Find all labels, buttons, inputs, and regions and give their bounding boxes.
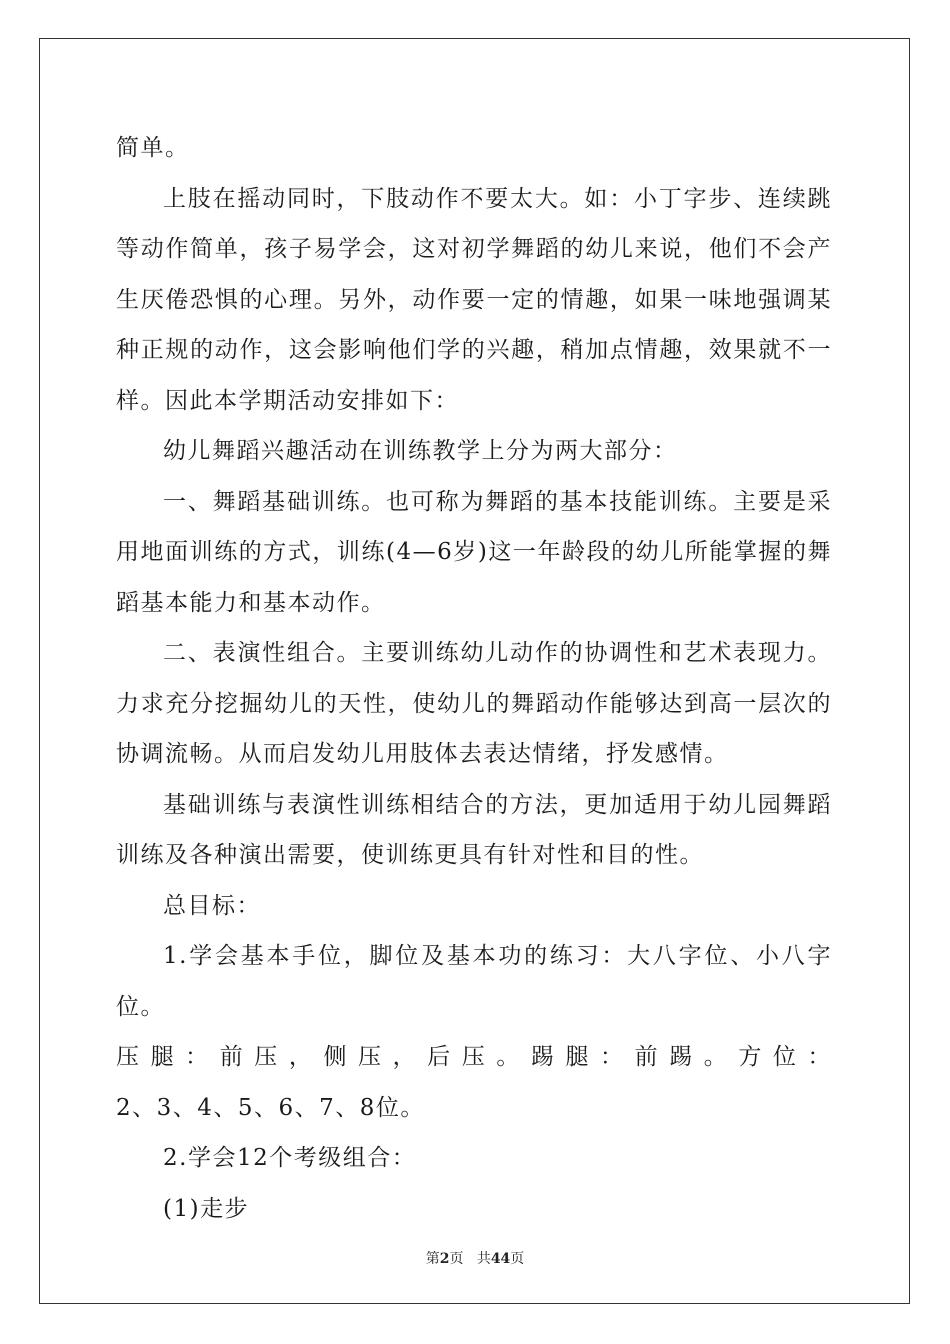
paragraph: 基础训练与表演性训练相结合的方法，更加适用于幼儿园舞蹈训练及各种演出需要，使训练更具有针对性和目的性。	[116, 791, 832, 868]
paragraph: 总目标：	[163, 892, 261, 919]
total-page-count: 44	[490, 1251, 511, 1267]
document-body	[116, 123, 832, 1234]
footer-total-unit: 页	[510, 1251, 525, 1267]
paragraph: 2.学会12个考级组合：	[163, 1145, 417, 1171]
paragraph: 一、舞蹈基础训练。也可称为舞蹈的基本技能训练。主要是采用地面训练的方式，训练(4—6岁)这一年龄段的幼儿所能掌握的舞蹈基本能力和基本动作。	[116, 488, 832, 616]
paragraph: 二、表演性组合。主要训练幼儿动作的协调性和艺术表现力。力求充分挖掘幼儿的天性，使幼儿的舞蹈动作能够达到高一层次的协调流畅。从而启发幼儿用肢体去表达情绪，抒发感情。	[116, 640, 832, 767]
paragraph-line: 1.学会基本手位，脚位及基本功的练习：大八字位、小八字位。	[116, 943, 832, 1020]
page-footer	[0, 1248, 950, 1268]
paragraph-line-spread: 压腿：前压，侧压，后压。踢腿：前踢。方位：	[116, 1044, 832, 1070]
footer-page-unit: 页	[449, 1251, 464, 1267]
footer-total-prefix: 共	[476, 1251, 491, 1267]
paragraph: 上肢在摇动同时，下肢动作不要太大。如：小丁字步、连续跳等动作简单，孩子易学会，这对初学舞蹈的幼儿来说，他们不会产生厌倦恐惧的心理。另外，动作要一定的情趣，如果一味地强调某种正规的动作，这会影响他们学的兴趣，稍加点情趣，效果就不一样。因此本学期活动安排如下：	[116, 185, 832, 414]
paragraph: 简单。	[116, 135, 190, 161]
paragraph: (1)走步	[163, 1195, 250, 1222]
current-page-number: 2	[439, 1251, 450, 1267]
paragraph-line: 2、3、4、5、6、7、8位。	[116, 1094, 425, 1121]
paragraph: 幼儿舞蹈兴趣活动在训练教学上分为两大部分：	[163, 438, 678, 464]
footer-prefix: 第	[425, 1251, 440, 1267]
